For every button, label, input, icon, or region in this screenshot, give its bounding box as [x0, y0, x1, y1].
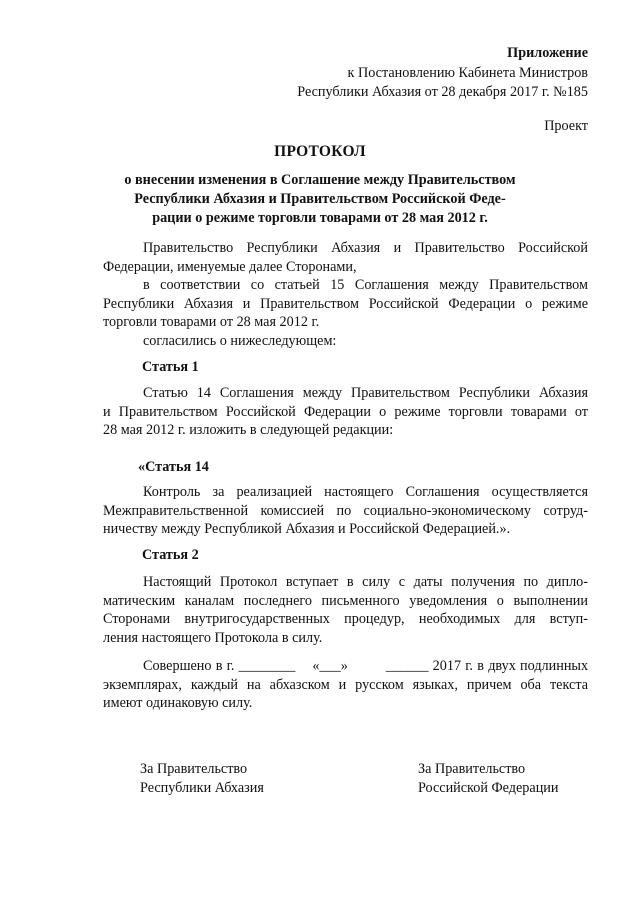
document-subtitle	[90, 171, 550, 228]
closing-city-label: Совершено в г.	[143, 658, 235, 674]
signature-line: Российской Федерации	[418, 780, 559, 796]
draft-label: Проект	[544, 118, 588, 134]
preamble	[103, 239, 588, 351]
preamble-line: Правительство Республики Абхазия и Правительство Российской	[143, 240, 588, 256]
signature-russia	[418, 760, 558, 798]
closing-line: имеют одинаковую силу.	[103, 695, 253, 712]
article-14-body	[103, 483, 588, 539]
closing-line	[103, 657, 588, 676]
article-1-line: 28 мая 2012 г. изложить в следующей редакции:	[103, 422, 394, 439]
preamble-line: согласились о нижеследующем:	[143, 332, 337, 349]
closing-paragraph	[103, 657, 588, 713]
appendix-line-1: к Постановлению Кабинета Министров	[347, 65, 588, 81]
article-1-body	[103, 384, 588, 440]
preamble-line: в соответствии со статьей 15 Соглашения между Правительством	[143, 277, 588, 294]
signature-abkhazia	[140, 760, 264, 798]
closing-month-blank: ______	[385, 658, 429, 674]
article-2-heading: Статья 2	[142, 547, 199, 563]
closing-city-blank: ________	[238, 658, 296, 674]
preamble-line: Республики Абхазия и Правительством Российской Федерации о режиме	[103, 295, 588, 312]
article-1-line: и Правительством Российской Федерации о режиме торговли товарами от	[103, 403, 588, 420]
subtitle-line: рации о режиме торговли товарами от 28 мая 2012 г.	[152, 210, 488, 226]
article-14-line: Межправительственной комиссией по социально-экономическому сотруд-	[103, 502, 588, 519]
signature-line: За Правительство	[418, 761, 526, 777]
closing-line: экземплярах, каждый на абхазском и русском языках, причем оба текста	[103, 676, 588, 693]
signature-line: Республики Абхазия	[140, 780, 264, 796]
appendix-line-2: Республики Абхазия от 28 декабря 2017 г. №185	[297, 84, 588, 100]
article-1-line: Статью 14 Соглашения между Правительством Республики Абхазия	[143, 385, 588, 401]
preamble-line: Федерации, именуемые далее Сторонами,	[103, 258, 357, 275]
subtitle-line: о внесении изменения в Соглашение между Правительством	[124, 172, 516, 188]
article-14-line: Контроль за реализацией настоящего Соглашения осуществляется	[143, 484, 588, 500]
appendix-label: Приложение	[507, 45, 588, 61]
article-14-line: ничеству между Республикой Абхазия и Российской Федерацией.».	[103, 521, 511, 538]
preamble-line: торговли товарами от 28 мая 2012 г.	[103, 314, 320, 331]
closing-day-blank: «___»	[312, 658, 348, 674]
article-2-line: матическим каналам последнего письменного уведомления о выполнении	[103, 592, 588, 609]
article-1-heading: Статья 1	[142, 359, 199, 375]
article-14-heading: «Статья 14	[138, 459, 209, 475]
article-2-line: Настоящий Протокол вступает в силу с даты получения по дипло-	[143, 574, 588, 590]
signature-line: За Правительство	[140, 761, 248, 777]
article-2-line: ления настоящего Протокола в силу.	[103, 629, 323, 646]
document-title: ПРОТОКОЛ	[274, 143, 366, 160]
subtitle-line: Республики Абхазия и Правительством Российской Феде-	[134, 191, 506, 207]
article-2-body	[103, 573, 588, 647]
article-2-line: Сторонами внутригосударственных процедур, необходимых для вступ-	[103, 611, 588, 628]
closing-year-text: 2017 г. в двух подлинных	[432, 658, 589, 674]
